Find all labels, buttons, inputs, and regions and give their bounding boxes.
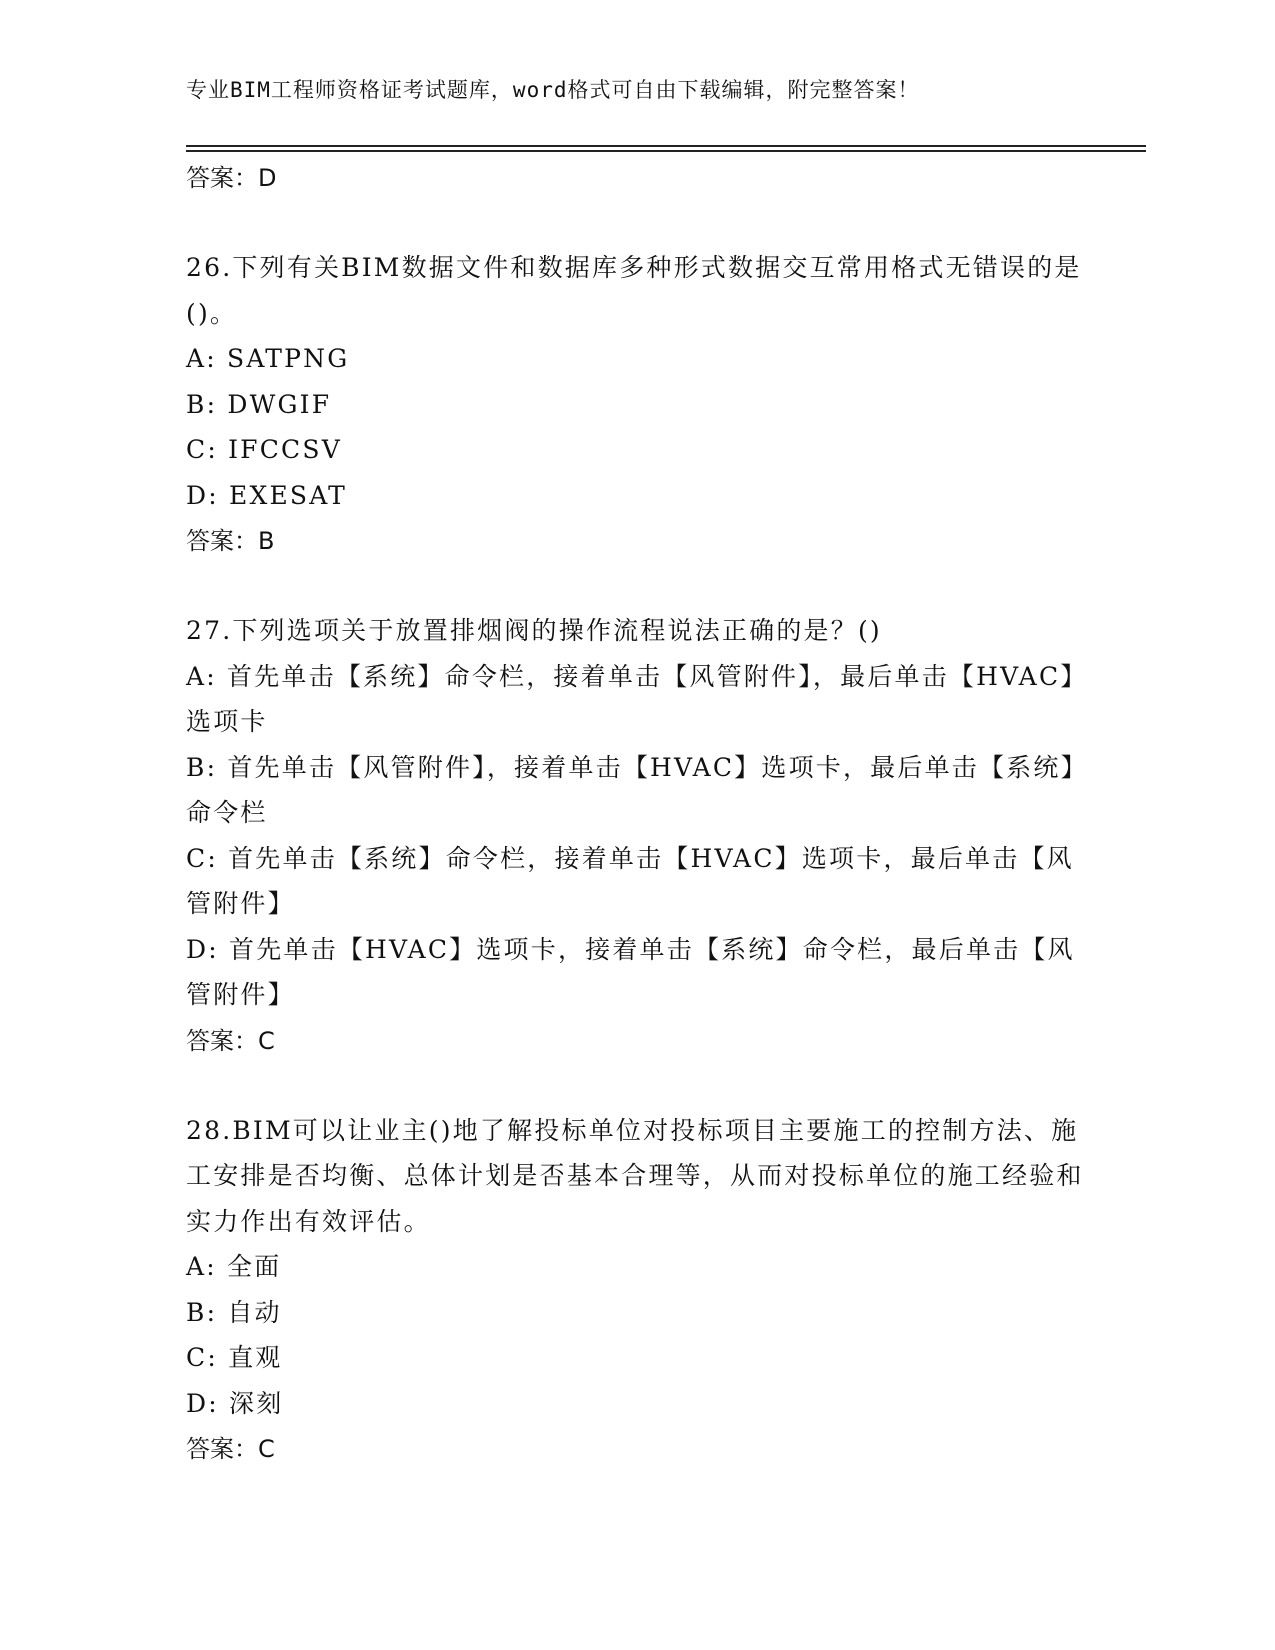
document-body [186,155,1086,1472]
answer-line: 答案：C [186,1026,275,1055]
header-rule-top [186,145,1146,147]
option-d: D: 深刻 [186,1388,284,1418]
option-b: B: DWGIF [186,389,332,419]
question-text: 27.下列选项关于放置排烟阀的操作流程说法正确的是？() [186,616,882,645]
option-c: C: 直观 [186,1343,283,1372]
option-b: B: 首先单击【风管附件】，接着单击【HVAC】选项卡，最后单击【系统】命令栏 [186,752,1076,827]
question-text: 28.BIM可以让业主()地了解投标单位对投标项目主要施工的控制方法、施工安排是否均衡、总体计划是否基本合理等，从而对投标单位的施工经验和实力作出有效评估。 [186,1115,1084,1236]
option-d: D: EXESAT [186,480,347,510]
question-26 [186,245,1086,564]
answer-line: 答案：C [186,1435,275,1463]
option-d: D: 首先单击【HVAC】选项卡，接着单击【系统】命令栏，最后单击【风管附件】 [186,934,1075,1009]
question-text: 26.下列有关BIM数据文件和数据库多种形式数据交互常用格式无错误的是()。 [186,253,1082,328]
option-a: A: 首先单击【系统】命令栏，接着单击【风管附件】，最后单击【HVAC】选项卡 [186,661,1075,736]
option-b: B: 自动 [186,1297,282,1327]
option-a: A: SATPNG [186,344,350,373]
answer-line: 答案：B [186,527,275,555]
answer-line: 答案：D [186,164,277,192]
question-28 [186,1108,1086,1473]
page-header: 专业BIM工程师资格证考试题库，word格式可自由下载编辑，附完整答案！ [186,78,920,102]
option-c: C: 首先单击【系统】命令栏，接着单击【HVAC】选项卡，最后单击【风管附件】 [186,843,1074,918]
option-a: A: 全面 [186,1252,282,1281]
option-c: C: IFCCSV [186,435,342,464]
header-rule-bottom [186,150,1146,152]
question-27 [186,608,1086,1064]
